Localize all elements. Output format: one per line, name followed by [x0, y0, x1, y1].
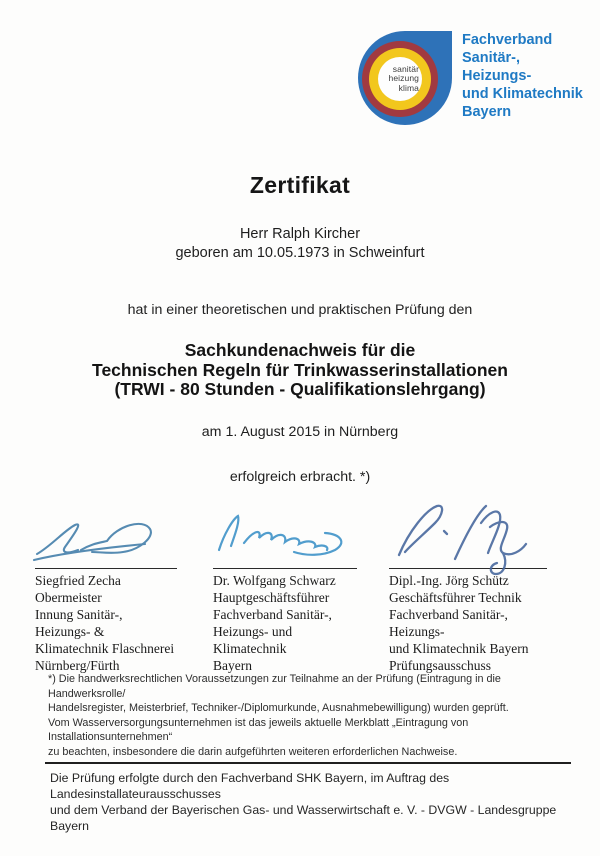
- org-name-line: Heizungs-: [462, 68, 532, 84]
- org-name-line: und Klimatechnik: [462, 86, 583, 102]
- examination-note-line: Die Prüfung erfolgte durch den Fachverband SHK Bayern, im Auftrag des Landesinstallateurausschusses: [50, 771, 450, 801]
- signatory-role-line: Nürnberg/Fürth: [35, 658, 120, 673]
- handwritten-signature-icon: [385, 497, 545, 582]
- signature-block-zecha: [35, 496, 177, 674]
- result-line: erfolgreich erbracht. *): [229, 469, 371, 485]
- logo-word-heizung: heizung: [388, 73, 419, 84]
- signatory-role-line: Geschäftsführer Technik: [389, 590, 522, 605]
- recipient-birth-line: geboren am 10.05.1973 in Schweinfurt: [175, 245, 425, 261]
- organization-name: [462, 31, 583, 121]
- footnote-line: Vom Wasserversorgungsunternehmen ist das jeweils aktuelle Merkblatt „Eintragung von Installationsunternehmen“: [48, 716, 469, 744]
- certificate-title: Zertifikat: [249, 172, 351, 198]
- signatory-role-line: Fachverband Sanitär-, Heizungs-: [389, 607, 508, 639]
- signatory-role-line: Fachverband Sanitär-,: [213, 607, 332, 622]
- date-place-line: am 1. August 2015 in Nürnberg: [201, 424, 399, 440]
- intro-line: hat in einer theoretischen und praktischen Prüfung den: [127, 302, 473, 318]
- signature-line: [389, 496, 547, 569]
- certificate-subject: [0, 341, 600, 400]
- signature-section: [0, 496, 600, 673]
- recipient-name: Herr Ralph Kircher: [239, 226, 361, 242]
- signatory-role-line: und Klimatechnik Bayern: [389, 641, 529, 656]
- org-name-line: Sanitär-,: [462, 50, 521, 66]
- footnote-line: zu beachten, insbesondere die darin aufgeführten weiteren erforderlichen Nachweise.: [48, 745, 458, 758]
- signatory-name: Dr. Wolfgang Schwarz: [213, 573, 336, 588]
- subject-line: Sachkundenachweis für die: [184, 340, 416, 360]
- signatory-role-line: Prüfungsausschuss: [389, 658, 492, 673]
- signatory-role-line: Bayern: [213, 658, 252, 673]
- signatory-role-line: Klimatechnik Flaschnerei: [35, 641, 175, 656]
- signature-block-schuetz: [389, 496, 547, 674]
- signatory-role-line: Hauptgeschäftsführer: [213, 590, 330, 605]
- signature-line: [35, 496, 177, 569]
- logo-word-sanitaer: sanitär: [392, 63, 419, 74]
- handwritten-signature-icon: [31, 504, 183, 566]
- logo-yellow-ring: [369, 48, 431, 110]
- footnote: [48, 672, 572, 760]
- signatory-role-line: Obermeister: [35, 590, 102, 605]
- logo-word-klima: klima: [398, 82, 419, 93]
- divider-rule: [45, 762, 571, 764]
- signatory-name: Dipl.-Ing. Jörg Schütz: [389, 573, 509, 588]
- logo-red-ring: [362, 41, 438, 117]
- footnote-line: *) Die handwerksrechtlichen Voraussetzungen zur Teilnahme an der Prüfung (Eintragung in die Handwerksrolle/: [48, 673, 501, 700]
- signatory-role-line: Heizungs- und Klimatechnik: [213, 624, 293, 656]
- signature-block-schwarz: [213, 496, 357, 674]
- org-name-line: Bayern: [462, 104, 512, 120]
- org-name-line: Fachverband: [462, 32, 553, 48]
- signatory-role-line: Innung Sanitär-, Heizungs- &: [35, 607, 123, 639]
- subject-line: (TRWI - 80 Stunden - Qualifikationslehrgang): [114, 379, 486, 399]
- signature-line: [213, 496, 357, 569]
- subject-line: Technischen Regeln für Trinkwasserinstallationen: [92, 359, 508, 380]
- shk-drop-logo-icon: [358, 31, 452, 125]
- footnote-line: Handelsregister, Meisterbrief, Techniker-/Diplomurkunde, Ausnahmebewilligung) wurden geprüft.: [48, 702, 509, 715]
- signatory-name: Siegfried Zecha: [35, 573, 121, 588]
- logo-center-badge: [378, 57, 422, 101]
- handwritten-signature-icon: [209, 506, 361, 561]
- examination-note: [50, 770, 572, 834]
- examination-note-line: und dem Verband der Bayerischen Gas- und Wasserwirtschaft e. V. - DVGW - Landesgruppe Bayern: [50, 803, 557, 833]
